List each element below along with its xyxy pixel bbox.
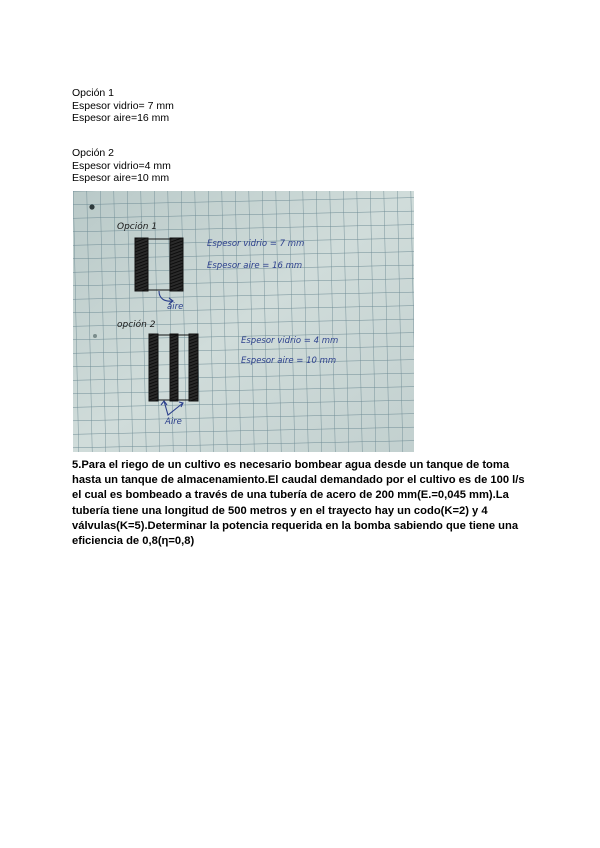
hw-air-thickness-1: Espesor aire = 16 mm (207, 261, 303, 271)
option-2-block (72, 147, 171, 185)
punch-hole-top (89, 204, 94, 209)
handwritten-notes-photo (73, 191, 414, 452)
hw-air-label-2: Aire (165, 417, 182, 427)
option-1-glass-thickness: Espesor vidrio= 7 mm (72, 99, 174, 112)
hw-air-label-1: aire (167, 302, 184, 312)
option-2-title: Opción 2 (72, 147, 115, 159)
hw-glass-thickness-1: Espesor vidrio = 7 mm (207, 239, 305, 249)
punch-hole-bottom (93, 334, 97, 338)
hw-glass-thickness-2: Espesor vidrio = 4 mm (241, 336, 339, 346)
hw-option-1-label: Opción 1 (117, 222, 158, 232)
option-1-air-thickness: Espesor aire=16 mm (72, 112, 170, 125)
hw-air-thickness-2: Espesor aire = 10 mm (241, 356, 337, 366)
option-1-title: Opción 1 (72, 87, 115, 99)
hw-option-2-label: opción 2 (117, 320, 156, 330)
option-1-block (72, 87, 174, 125)
option-2-air-thickness: Espesor aire=10 mm (72, 172, 170, 185)
problem-statement: 5.Para el riego de un cultivo es necesario bombear agua desde un tanque de toma hasta un tanque de almacenamiento.El caudal demandado por el cultivo es de 100 l/s el cual es bombeado a través de una tubería de acero de 200 mm(E.=0,045 mm).La tubería tiene una longitud de 500 metros y en el trayecto hay un codo(K=2) y 4 válvulas(K=5).Determinar la potencia requerida en la bomba sabiendo que tiene una eficiencia de 0,8(η=0,8) (72, 459, 525, 548)
option-2-glass-thickness: Espesor vidrio=4 mm (72, 159, 171, 172)
